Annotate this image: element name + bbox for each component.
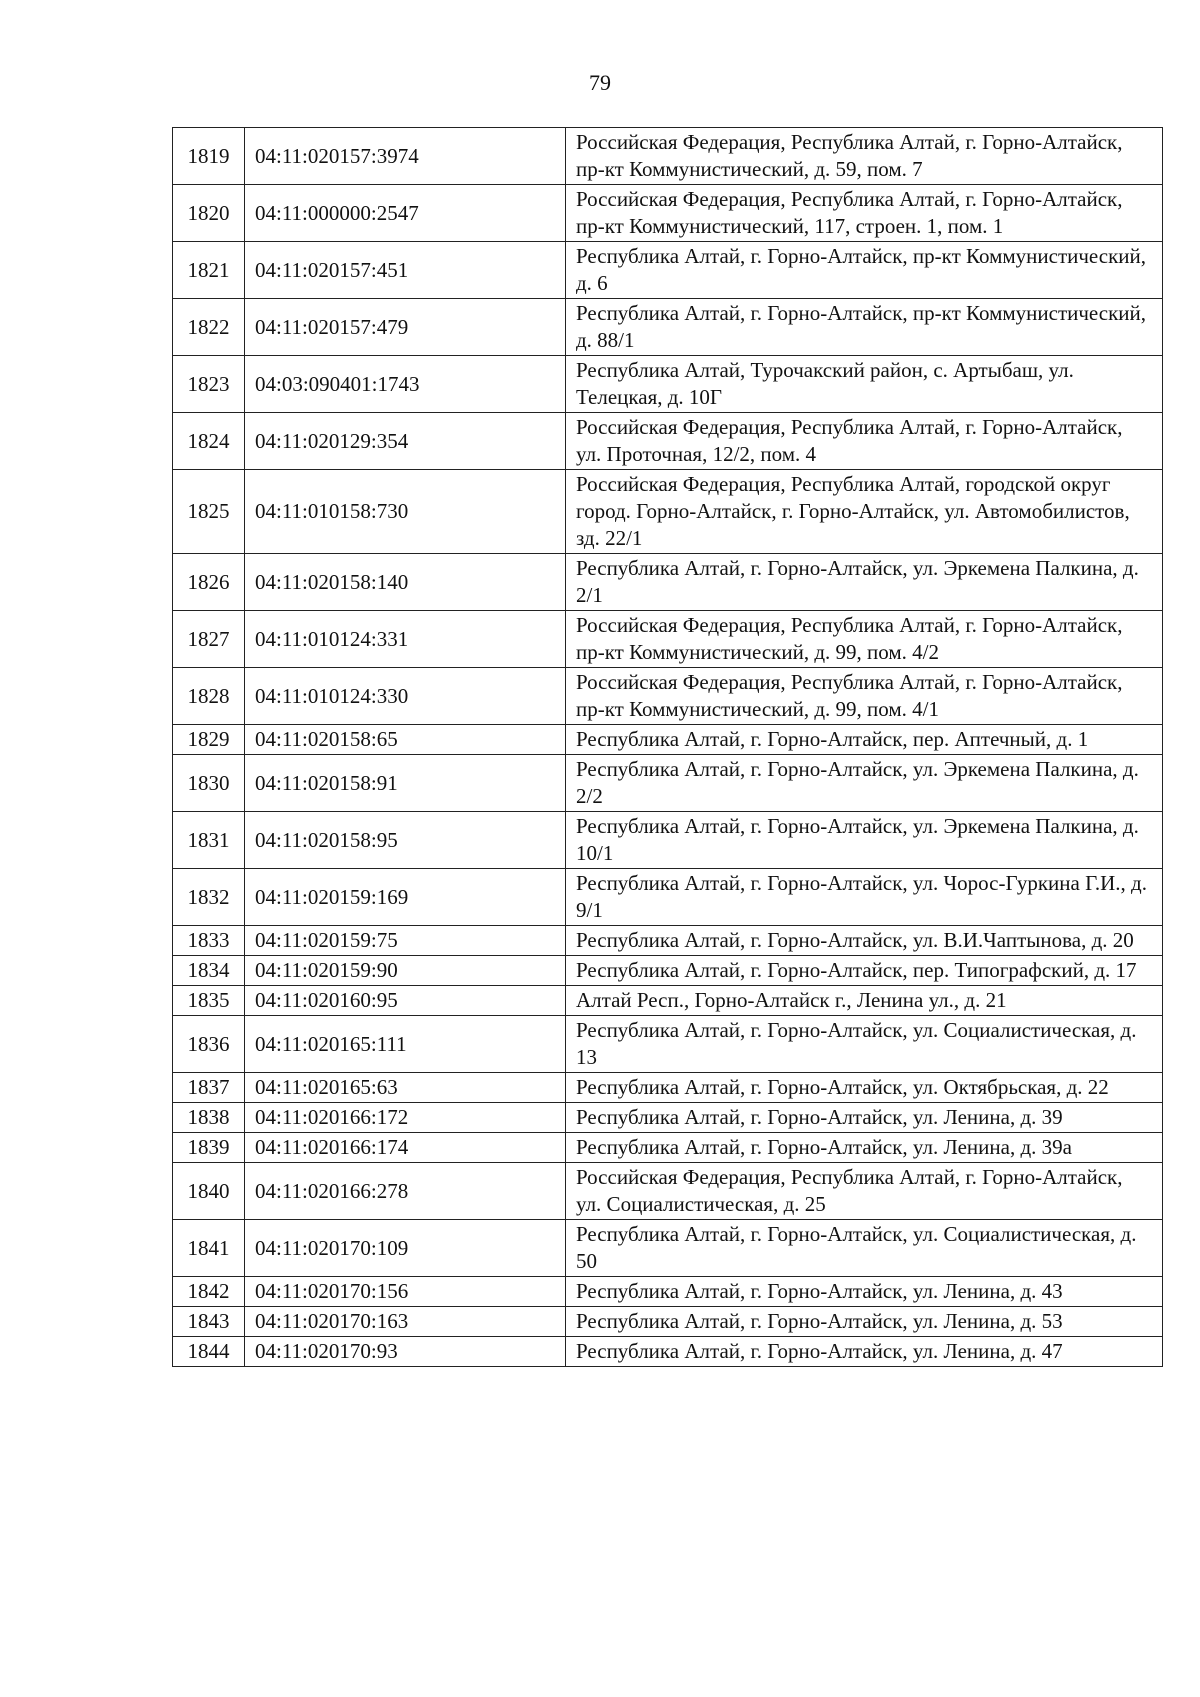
address-cell: Республика Алтай, г. Горно-Алтайск, пр-кт Коммунистический, д. 88/1 — [566, 299, 1163, 356]
row-number-cell: 1842 — [173, 1277, 245, 1307]
cadastral-number-cell: 04:11:020159:169 — [245, 869, 566, 926]
table-row — [173, 1337, 1163, 1367]
cadastral-number-cell: 04:11:020170:109 — [245, 1220, 566, 1277]
row-number-cell: 1819 — [173, 128, 245, 185]
table-row — [173, 926, 1163, 956]
table-row — [173, 242, 1163, 299]
table-row — [173, 986, 1163, 1016]
table-row — [173, 1220, 1163, 1277]
row-number-cell: 1838 — [173, 1103, 245, 1133]
cadastral-number-cell: 04:11:020170:156 — [245, 1277, 566, 1307]
table-row — [173, 812, 1163, 869]
address-cell: Республика Алтай, г. Горно-Алтайск, ул. Чорос-Гуркина Г.И., д. 9/1 — [566, 869, 1163, 926]
row-number-cell: 1829 — [173, 725, 245, 755]
address-cell: Республика Алтай, г. Горно-Алтайск, ул. Социалистическая, д. 13 — [566, 1016, 1163, 1073]
address-cell: Российская Федерация, Республика Алтай, г. Горно-Алтайск, пр-кт Коммунистический, 117, строен. 1, пом. 1 — [566, 185, 1163, 242]
table-row — [173, 1163, 1163, 1220]
table-row — [173, 1073, 1163, 1103]
table-row — [173, 611, 1163, 668]
table-row — [173, 1016, 1163, 1073]
row-number-cell: 1825 — [173, 470, 245, 554]
table-row — [173, 956, 1163, 986]
cadastral-number-cell: 04:11:020160:95 — [245, 986, 566, 1016]
row-number-cell: 1820 — [173, 185, 245, 242]
address-cell: Республика Алтай, г. Горно-Алтайск, ул. Ленина, д. 53 — [566, 1307, 1163, 1337]
table-row — [173, 299, 1163, 356]
cadastral-number-cell: 04:11:020158:140 — [245, 554, 566, 611]
row-number-cell: 1833 — [173, 926, 245, 956]
address-cell: Республика Алтай, г. Горно-Алтайск, ул. Эркемена Палкина, д. 2/1 — [566, 554, 1163, 611]
table-row — [173, 554, 1163, 611]
row-number-cell: 1837 — [173, 1073, 245, 1103]
table-row — [173, 1307, 1163, 1337]
row-number-cell: 1826 — [173, 554, 245, 611]
cadastral-number-cell: 04:11:020170:163 — [245, 1307, 566, 1337]
cadastral-number-cell: 04:11:020157:3974 — [245, 128, 566, 185]
row-number-cell: 1840 — [173, 1163, 245, 1220]
table-row — [173, 755, 1163, 812]
registry-table-body — [173, 128, 1163, 1367]
row-number-cell: 1823 — [173, 356, 245, 413]
row-number-cell: 1831 — [173, 812, 245, 869]
cadastral-number-cell: 04:11:020158:95 — [245, 812, 566, 869]
cadastral-number-cell: 04:11:020165:63 — [245, 1073, 566, 1103]
row-number-cell: 1824 — [173, 413, 245, 470]
table-row — [173, 1277, 1163, 1307]
cadastral-number-cell: 04:11:020159:75 — [245, 926, 566, 956]
address-cell: Российская Федерация, Республика Алтай, г. Горно-Алтайск, пр-кт Коммунистический, д. 59, пом. 7 — [566, 128, 1163, 185]
address-cell: Российская Федерация, Республика Алтай, г. Горно-Алтайск, пр-кт Коммунистический, д. 99, пом. 4/1 — [566, 668, 1163, 725]
cadastral-number-cell: 04:11:020158:65 — [245, 725, 566, 755]
address-cell: Российская Федерация, Республика Алтай, г. Горно-Алтайск, пр-кт Коммунистический, д. 99, пом. 4/2 — [566, 611, 1163, 668]
address-cell: Республика Алтай, Турочакский район, с. Артыбаш, ул. Телецкая, д. 10Г — [566, 356, 1163, 413]
table-row — [173, 668, 1163, 725]
row-number-cell: 1830 — [173, 755, 245, 812]
table-row — [173, 128, 1163, 185]
cadastral-number-cell: 04:03:090401:1743 — [245, 356, 566, 413]
cadastral-number-cell: 04:11:020159:90 — [245, 956, 566, 986]
row-number-cell: 1822 — [173, 299, 245, 356]
row-number-cell: 1839 — [173, 1133, 245, 1163]
table-row — [173, 356, 1163, 413]
address-cell: Республика Алтай, г. Горно-Алтайск, ул. Ленина, д. 39 — [566, 1103, 1163, 1133]
address-cell: Республика Алтай, г. Горно-Алтайск, ул. Эркемена Палкина, д. 2/2 — [566, 755, 1163, 812]
cadastral-number-cell: 04:11:010124:330 — [245, 668, 566, 725]
address-cell: Республика Алтай, г. Горно-Алтайск, пер. Типографский, д. 17 — [566, 956, 1163, 986]
cadastral-number-cell: 04:11:020165:111 — [245, 1016, 566, 1073]
address-cell: Республика Алтай, г. Горно-Алтайск, ул. В.И.Чаптынова, д. 20 — [566, 926, 1163, 956]
address-cell: Республика Алтай, г. Горно-Алтайск, пер. Аптечный, д. 1 — [566, 725, 1163, 755]
address-cell: Республика Алтай, г. Горно-Алтайск, ул. Социалистическая, д. 50 — [566, 1220, 1163, 1277]
cadastral-number-cell: 04:11:020170:93 — [245, 1337, 566, 1367]
cadastral-number-cell: 04:11:020166:172 — [245, 1103, 566, 1133]
address-cell: Республика Алтай, г. Горно-Алтайск, ул. Ленина, д. 47 — [566, 1337, 1163, 1367]
table-row — [173, 413, 1163, 470]
cadastral-number-cell: 04:11:020129:354 — [245, 413, 566, 470]
row-number-cell: 1835 — [173, 986, 245, 1016]
cadastral-number-cell: 04:11:020166:174 — [245, 1133, 566, 1163]
cadastral-number-cell: 04:11:020158:91 — [245, 755, 566, 812]
row-number-cell: 1834 — [173, 956, 245, 986]
cadastral-number-cell: 04:11:010158:730 — [245, 470, 566, 554]
table-row — [173, 1133, 1163, 1163]
row-number-cell: 1821 — [173, 242, 245, 299]
page-number: 79 — [589, 70, 611, 95]
cadastral-number-cell: 04:11:010124:331 — [245, 611, 566, 668]
address-cell: Российская Федерация, Республика Алтай, городской округ город. Горно-Алтайск, г. Горно-Алтайск, ул. Автомобилистов, зд. 22/1 — [566, 470, 1163, 554]
row-number-cell: 1836 — [173, 1016, 245, 1073]
row-number-cell: 1844 — [173, 1337, 245, 1367]
cadastral-number-cell: 04:11:020157:479 — [245, 299, 566, 356]
row-number-cell: 1828 — [173, 668, 245, 725]
property-registry-table — [172, 127, 1163, 1367]
address-cell: Республика Алтай, г. Горно-Алтайск, ул. Ленина, д. 39а — [566, 1133, 1163, 1163]
address-cell: Республика Алтай, г. Горно-Алтайск, пр-кт Коммунистический, д. 6 — [566, 242, 1163, 299]
address-cell: Республика Алтай, г. Горно-Алтайск, ул. Октябрьская, д. 22 — [566, 1073, 1163, 1103]
cadastral-number-cell: 04:11:020157:451 — [245, 242, 566, 299]
address-cell: Российская Федерация, Республика Алтай, г. Горно-Алтайск, ул. Проточная, 12/2, пом. 4 — [566, 413, 1163, 470]
cadastral-number-cell: 04:11:020166:278 — [245, 1163, 566, 1220]
row-number-cell: 1827 — [173, 611, 245, 668]
row-number-cell: 1843 — [173, 1307, 245, 1337]
table-row — [173, 185, 1163, 242]
row-number-cell: 1841 — [173, 1220, 245, 1277]
address-cell: Республика Алтай, г. Горно-Алтайск, ул. Ленина, д. 43 — [566, 1277, 1163, 1307]
address-cell: Республика Алтай, г. Горно-Алтайск, ул. Эркемена Палкина, д. 10/1 — [566, 812, 1163, 869]
address-cell: Российская Федерация, Республика Алтай, г. Горно-Алтайск, ул. Социалистическая, д. 25 — [566, 1163, 1163, 1220]
table-row — [173, 725, 1163, 755]
row-number-cell: 1832 — [173, 869, 245, 926]
table-row — [173, 1103, 1163, 1133]
table-row — [173, 470, 1163, 554]
cadastral-number-cell: 04:11:000000:2547 — [245, 185, 566, 242]
address-cell: Алтай Респ., Горно-Алтайск г., Ленина ул., д. 21 — [566, 986, 1163, 1016]
table-row — [173, 869, 1163, 926]
